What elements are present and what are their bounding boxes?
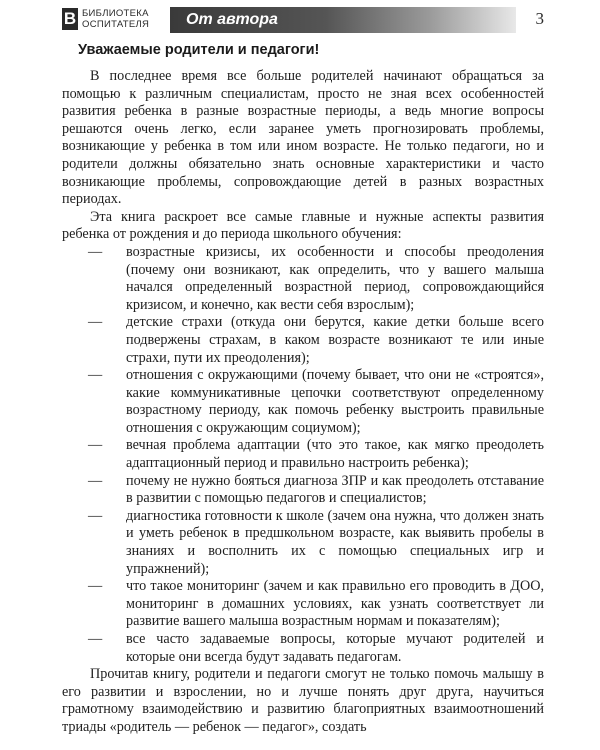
intro-paragraph: В последнее время все больше родителей начинают обращаться за помощью к различным специалистам, просто не зная всех особенностей развития ребенка в разные возрастные периоды, а ведь многие вопросы решаются очень легко, если заранее уметь прогнозировать проблемы, возникающие у ребенка в том или ином возрасте. Не только педагоги, но и родители должны обязательно знать основные характеристики и часто возникающие проблемы, сопровождающие детей в разных возрастных периодах.	[62, 68, 544, 208]
closing-paragraph: Прочитав книгу, родители и педагоги смогут не только помочь малышу в его развитии и взрослении, но и лучше понять друг друга, научиться грамотному взаимодействию и развитию благоприятных взаимоотношений триады «родитель — ребенок — педагог», создать	[62, 666, 544, 735]
list-dash: —	[88, 243, 103, 260]
list-item: — детские страхи (откуда они берутся, какие детки больше всего подвержены страхам, в каком возрасте возникают те или иные страхи, пути их преодоления);	[88, 314, 544, 366]
chapter-header-band	[170, 7, 516, 33]
page-body	[62, 40, 544, 737]
page-number: 3	[535, 9, 544, 28]
series-logo-line2: ОСПИТАТЕЛЯ	[82, 19, 150, 30]
list-item: — почему не нужно бояться диагноза ЗПР и как преодолеть отставание в развитии с помощью педагогов и специалистов;	[88, 472, 544, 507]
list-dash: —	[88, 507, 103, 524]
list-item: — все часто задаваемые вопросы, которые мучают родителей и которые они всегда будут задавать педагогам.	[88, 631, 544, 665]
list-item: — отношения с окружающими (почему бывает, что они не «строятся», какие коммуникативные цепочки соответствуют определенному возрастному периоду, как помочь ребенку выстроить правильные отношения с окружающим социумом);	[88, 367, 544, 436]
list-dash: —	[88, 314, 103, 331]
list-dash: —	[88, 437, 103, 454]
list-dash: —	[88, 578, 103, 595]
topics-list	[62, 244, 544, 666]
list-item: — что такое мониторинг (зачем и как правильно его проводить в ДОО, мониторинг в домашних условиях, как узнать соответствует ли развитие вашего малыша возрастным нормам и показателям);	[88, 578, 544, 630]
list-item: — вечная проблема адаптации (что это такое, как мягко преодолеть адаптационный период и правильно настроить ребенка);	[88, 437, 544, 472]
page-header	[62, 6, 544, 34]
list-item: — диагностика готовности к школе (зачем она нужна, что должен знать и уметь ребенок в предшкольном возрасте, как выявить пробелы в знаниях и восполнить их с помощью специальных игр и упражнений);	[88, 507, 544, 577]
list-dash: —	[88, 631, 103, 647]
list-intro-paragraph: Эта книга раскроет все самые главные и нужные аспекты развития ребенка от рождения и до периода школьного обучения:	[62, 208, 544, 243]
chapter-title: От автора	[186, 11, 278, 28]
list-item: — возрастные кризисы, их особенности и способы преодоления (почему они возникают, как определить, что у вашего малыша начался определенный возрастной период, сопровождающийся кризисом, и конечно, как вести себя взрослым);	[88, 243, 544, 313]
series-logo-line1: БИБЛИОТЕКА	[82, 8, 149, 19]
series-logo-text	[82, 8, 149, 30]
series-logo-letter: В	[63, 9, 77, 28]
list-dash: —	[88, 472, 103, 489]
list-dash: —	[88, 367, 103, 384]
address-heading: Уважаемые родители и педагоги!	[78, 42, 320, 58]
